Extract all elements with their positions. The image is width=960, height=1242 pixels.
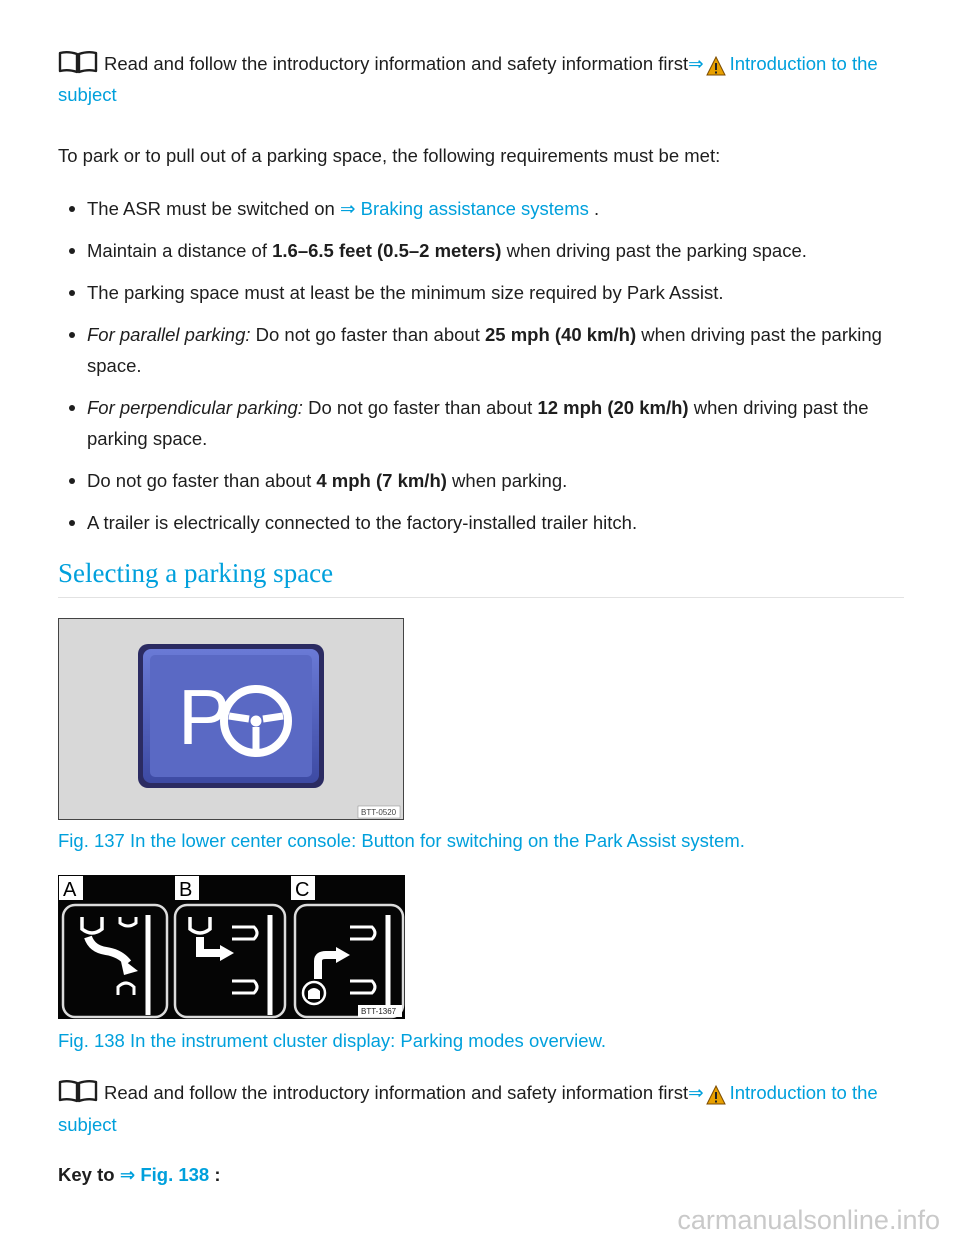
figure-137 xyxy=(58,618,404,825)
intro-note-link[interactable]: Introduction to the xyxy=(729,53,878,74)
list-item: Do not go faster than about 4 mph (7 km/h) when parking. xyxy=(58,465,918,496)
figure-code: BTT-1367 xyxy=(361,1007,397,1016)
intro-note-link-cont[interactable]: subject xyxy=(58,1114,117,1135)
list-item: The ASR must be switched on ⇒ Braking assistance systems . xyxy=(58,193,918,224)
book-icon xyxy=(58,50,98,83)
watermark: carmanualsonline.info xyxy=(677,1205,940,1235)
requirements-intro: To park or to pull out of a parking space, the following requirements must be met: xyxy=(58,145,721,166)
fig137-caption: Fig. 137 In the lower center console: Button for switching on the Park Assist system. xyxy=(58,830,745,851)
panel-label-c: C xyxy=(295,879,310,901)
warning-icon xyxy=(706,1084,726,1114)
intro-note-arrow[interactable]: ⇒ xyxy=(688,1082,704,1103)
figure-code: BTT-0520 xyxy=(361,808,397,817)
list-item: The parking space must at least be the minimum size required by Park Assist. xyxy=(58,277,918,308)
fig138-caption: Fig. 138 In the instrument cluster display: Parking modes overview. xyxy=(58,1030,607,1051)
list-item: For parallel parking: Do not go faster than about 25 mph (40 km/h) when driving past the parking space. xyxy=(58,319,918,381)
intro-note-line1 xyxy=(58,49,878,85)
key-line: Key to ⇒ Fig. 138 : xyxy=(58,1164,221,1185)
section-title: Selecting a parking space xyxy=(58,556,904,598)
list-item: A trailer is electrically connected to the factory-installed trailer hitch. xyxy=(58,507,918,538)
intro-note-link[interactable]: Introduction to the xyxy=(729,1082,878,1103)
intro-note-link-cont[interactable]: subject xyxy=(58,84,117,105)
button-letter: P xyxy=(178,673,231,761)
braking-link[interactable]: ⇒ Braking assistance systems xyxy=(339,198,589,219)
key-label: Key to xyxy=(58,1164,115,1185)
intro-note-text: Read and follow the introductory information and safety information first xyxy=(104,53,689,74)
intro-note-text: Read and follow the introductory information and safety information first xyxy=(104,1082,689,1103)
book-icon xyxy=(58,1079,98,1112)
intro-note-line1 xyxy=(58,1078,878,1114)
intro-note-arrow[interactable]: ⇒ xyxy=(688,53,704,74)
warning-icon xyxy=(706,55,726,85)
list-item: Maintain a distance of 1.6–6.5 feet (0.5–2 meters) when driving past the parking space. xyxy=(58,235,918,266)
panel-label-b: B xyxy=(179,879,193,901)
figure-138 xyxy=(58,875,405,1024)
list-item: For perpendicular parking: Do not go faster than about 12 mph (20 km/h) when driving past the parking space. xyxy=(58,392,918,454)
fig138-link[interactable]: ⇒ Fig. 138 xyxy=(119,1164,210,1185)
panel-label-a: A xyxy=(63,879,77,901)
park-assist-button-illustration xyxy=(58,618,404,820)
requirements-list xyxy=(58,193,918,549)
parking-modes-illustration xyxy=(58,875,405,1019)
